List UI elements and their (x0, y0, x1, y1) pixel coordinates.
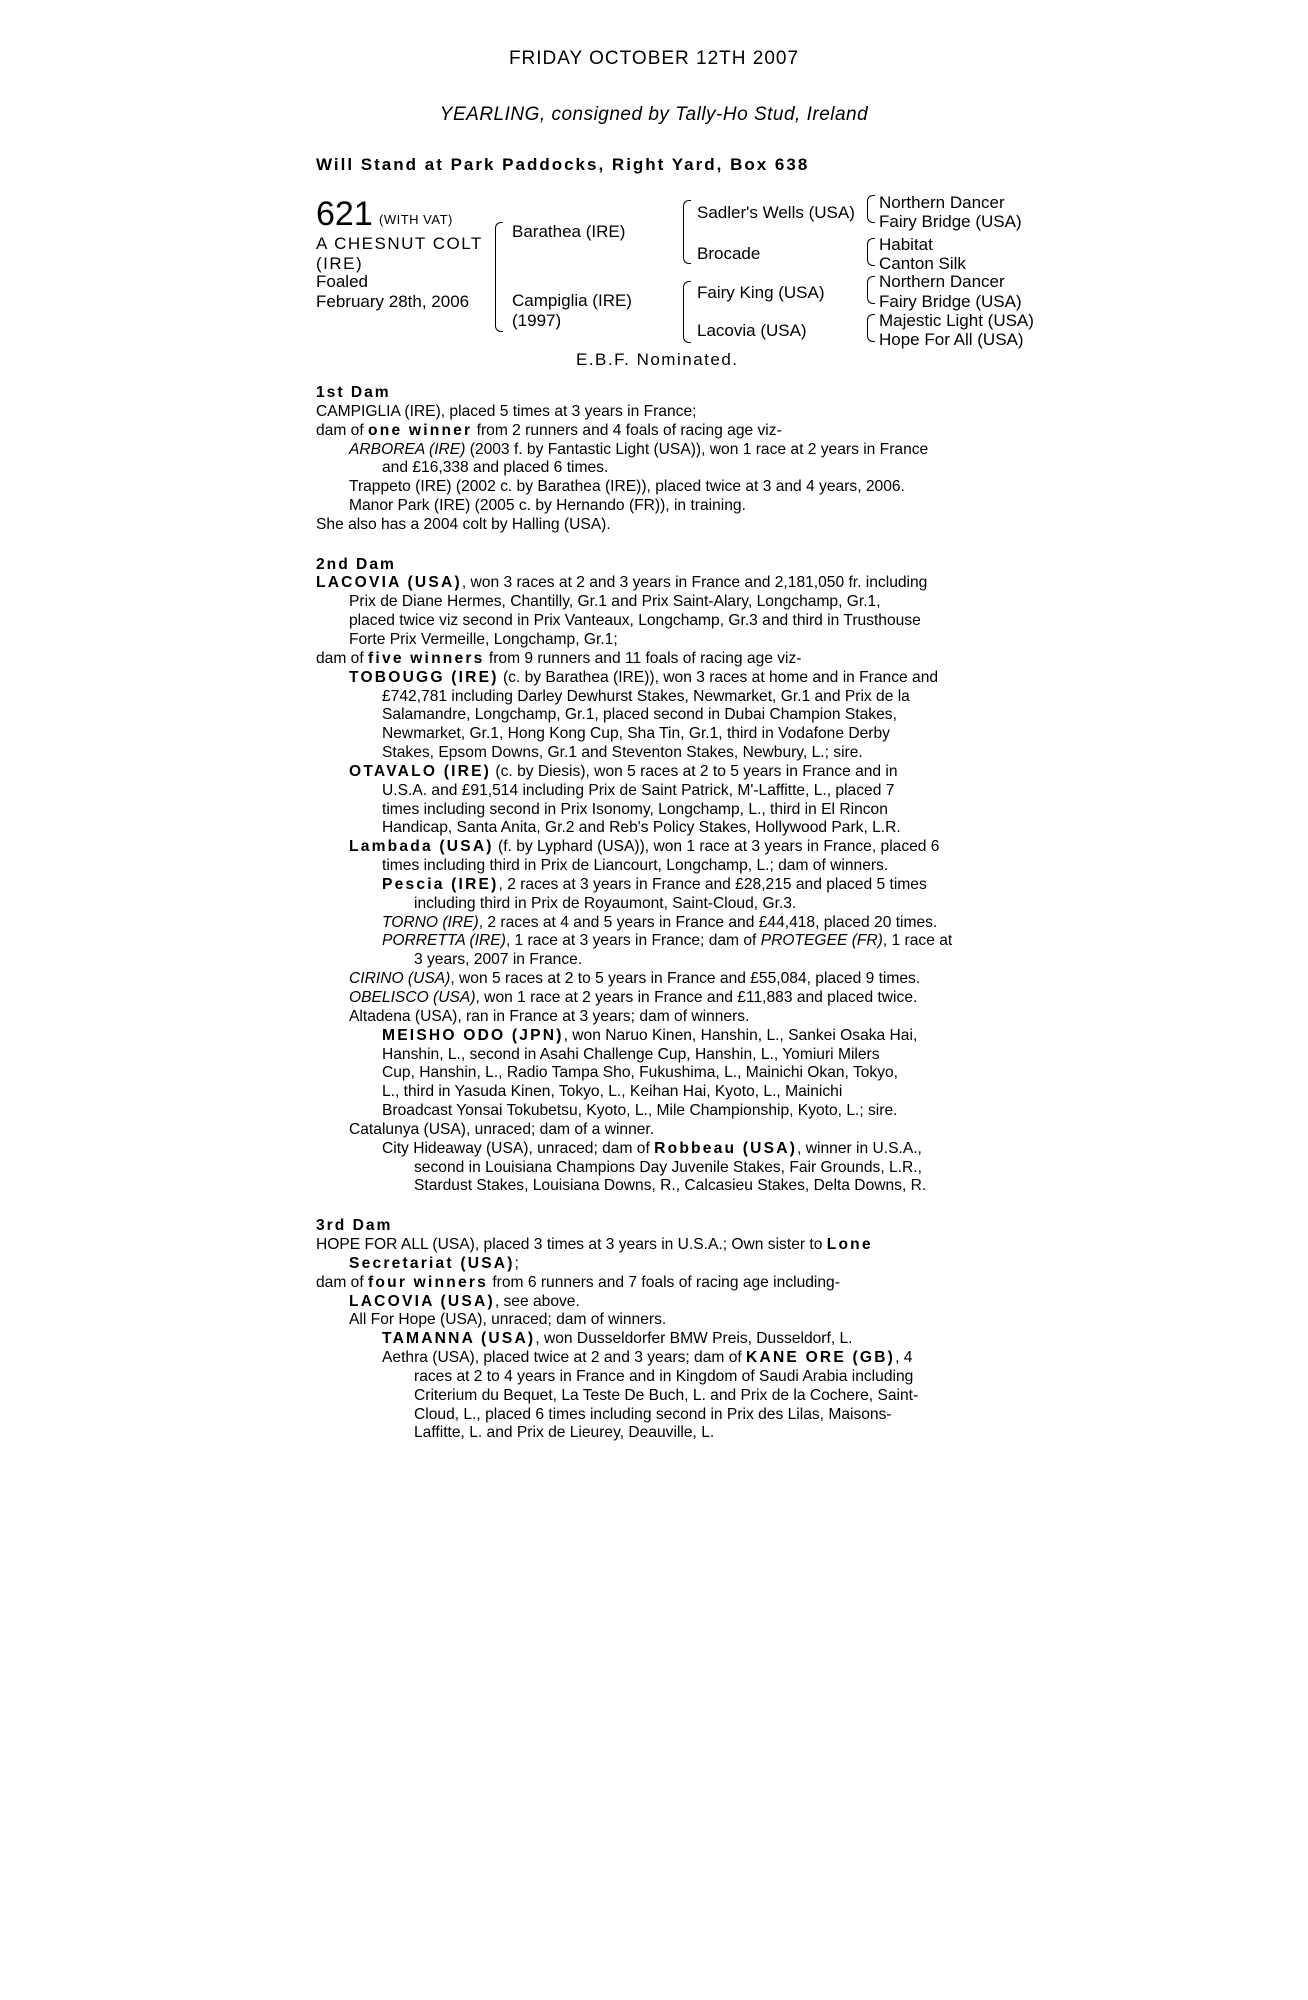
produce-tamanna: TAMANNA (USA), won Dusseldorfer BMW Preis, Dusseldorf, L. (382, 1330, 853, 1348)
pedigree-brace-g3-2 (867, 238, 875, 266)
produce-obelisco: OBELISCO (USA), won 1 race at 2 years in France and £11,883 and placed twice. (349, 989, 918, 1006)
pedigree-brace-g3-3 (867, 276, 875, 304)
aethra-cont-2: Criterium du Bequet, La Teste De Buch, L. and Prix de la Cochere, Saint- (414, 1386, 919, 1404)
ggp-7: Majestic Light (USA) (879, 311, 1034, 330)
sire-sire: Sadler's Wells (USA) (697, 203, 855, 222)
pescia-cont: including third in Prix de Royaumont, Saint-Cloud, Gr.3. (414, 894, 797, 912)
produce-manor-park: Manor Park (IRE) (2005 c. by Hernando (FR)), in training. (349, 497, 746, 515)
otavalo-cont-2: times including second in Prix Isonomy, Longchamp, L., third in El Rincon (382, 800, 888, 818)
lot-number: 621 (316, 195, 373, 233)
produce-otavalo: OTAVALO (IRE) (c. by Diesis), won 5 races at 2 to 5 years in France and in (349, 762, 898, 780)
second-dam-summary: dam of five winners from 9 runners and 11 foals of racing age viz- (316, 649, 802, 667)
hope-for-all-cont: Secretariat (USA); (349, 1254, 520, 1272)
produce-cirino: CIRINO (USA), won 5 races at 2 to 5 years in France and £55,084, placed 9 times. (349, 970, 921, 988)
third-dam-summary: dam of four winners from 6 runners and 7 foals of racing age including- (316, 1273, 840, 1291)
lot-origin: (IRE) (316, 254, 364, 273)
produce-torno: TORNO (IRE), 2 races at 4 and 5 years in France and £44,418, placed 20 times. (382, 913, 938, 931)
sire-dam: Brocade (697, 244, 761, 263)
foaled-date: February 28th, 2006 (316, 292, 470, 311)
first-dam-heading: 1st Dam (316, 384, 391, 401)
ggp-6: Fairy Bridge (USA) (879, 292, 1022, 311)
first-dam-line: CAMPIGLIA (IRE), placed 5 times at 3 years in France; (316, 402, 697, 420)
produce-record (316, 384, 1002, 1443)
sale-date: FRIDAY OCTOBER 12TH 2007 (508, 48, 800, 69)
produce-trappeto: Trappeto (IRE) (2002 c. by Barathea (IRE)), placed twice at 3 and 4 years, 2006. (349, 478, 905, 496)
dam-year: (1997) (512, 311, 562, 330)
ggp-2: Fairy Bridge (USA) (879, 212, 1022, 231)
produce-arborea-cont: and £16,338 and placed 6 times. (382, 459, 609, 477)
pedigree-brace-1 (495, 222, 503, 332)
produce-altadena: Altadena (USA), ran in France at 3 years; dam of winners. (349, 1007, 750, 1025)
ggp-8: Hope For All (USA) (879, 330, 1024, 349)
produce-arborea: ARBOREA (IRE) (2003 f. by Fantastic Light (USA)), won 1 race at 2 years in France (349, 440, 929, 458)
dam-dam: Lacovia (USA) (697, 321, 807, 340)
pedigree-brace-dam (683, 281, 691, 343)
ggp-5: Northern Dancer (879, 272, 1005, 291)
produce-tobougg: TOBOUGG (IRE) (c. by Barathea (IRE)), won 3 races at home and in France and (349, 668, 939, 686)
stand-location: Will Stand at Park Paddocks, Right Yard, Box 638 (316, 155, 810, 174)
third-dam-heading: 3rd Dam (316, 1217, 393, 1235)
produce-meisho-odo: MEISHO ODO (JPN), won Naruo Kinen, Hanshin, L., Sankei Osaka Hai, (382, 1026, 918, 1044)
meisho-cont-3: L., third in Yasuda Kinen, Tokyo, L., Keihan Hai, Kyoto, L., Mainichi (382, 1083, 843, 1101)
lacovia-cont-1: Prix de Diane Hermes, Chantilly, Gr.1 and Prix Saint-Alary, Longchamp, Gr.1, (349, 593, 881, 611)
dam: Campiglia (IRE) (512, 291, 632, 310)
lot-description: A CHESNUT COLT (316, 234, 483, 253)
tobougg-cont-4: Stakes, Epsom Downs, Gr.1 and Steventon Stakes, Newbury, L.; sire. (382, 744, 863, 762)
pedigree-brace-sire (683, 200, 691, 264)
lacovia-cont-2: placed twice viz second in Prix Vanteaux, Longchamp, Gr.3 and third in Trusthouse (349, 612, 921, 630)
produce-lambada: Lambada (USA) (f. by Lyphard (USA)), won 1 race at 3 years in France, placed 6 (349, 838, 940, 856)
first-dam-summary: dam of one winner from 2 runners and 4 foals of racing age viz- (316, 421, 782, 439)
tobougg-cont-2: Salamandre, Longchamp, Gr.1, placed second in Dubai Champion Stakes, (382, 706, 897, 724)
dam-sire: Fairy King (USA) (697, 283, 825, 302)
ebf-nominated: E.B.F. Nominated. (576, 350, 739, 369)
pedigree-brace-g3-1 (867, 195, 875, 223)
produce-lacovia: LACOVIA (USA), see above. (349, 1292, 580, 1310)
produce-pescia: Pescia (IRE), 2 races at 3 years in France and £28,215 and placed 5 times (382, 875, 927, 893)
aethra-cont-1: races at 2 to 4 years in France and in Kingdom of Saudi Arabia including (414, 1367, 914, 1385)
consignor-line: YEARLING, consigned by Tally-Ho Stud, Ireland (439, 104, 869, 125)
tobougg-cont-3: Newmarket, Gr.1, Hong Kong Cup, Sha Tin, Gr.1, third in Vodafone Derby (382, 725, 890, 743)
city-cont-2: Stardust Stakes, Louisiana Downs, R., Calcasieu Stakes, Delta Downs, R. (414, 1177, 927, 1195)
meisho-cont-4: Broadcast Yonsai Tokubetsu, Kyoto, L., Mile Championship, Kyoto, L.; sire. (382, 1102, 898, 1120)
city-cont-1: second in Louisiana Champions Day Juvenile Stakes, Fair Grounds, L.R., (414, 1158, 922, 1176)
produce-all-for-hope: All For Hope (USA), unraced; dam of winners. (349, 1311, 667, 1329)
hope-for-all-line: HOPE FOR ALL (USA), placed 3 times at 3 years in U.S.A.; Own sister to Lone (316, 1235, 873, 1253)
meisho-cont-2: Cup, Hanshin, L., Radio Tampa Sho, Fukushima, L., Mainichi Okan, Tokyo, (382, 1064, 899, 1082)
lacovia-cont-3: Forte Prix Vermeille, Longchamp, Gr.1; (349, 630, 618, 648)
lambada-cont: times including third in Prix de Liancourt, Longchamp, L.; dam of winners. (382, 857, 889, 875)
ggp-4: Canton Silk (879, 254, 966, 273)
otavalo-cont-1: U.S.A. and £91,514 including Prix de Saint Patrick, M'-Laffitte, L., placed 7 (382, 781, 895, 799)
first-dam-note: She also has a 2004 colt by Halling (USA). (316, 515, 611, 533)
foaled-label: Foaled (316, 272, 368, 291)
porretta-cont: 3 years, 2007 in France. (414, 951, 583, 969)
aethra-cont-4: Laffitte, L. and Prix de Lieurey, Deauville, L. (414, 1424, 715, 1442)
tobougg-cont-1: £742,781 including Darley Dewhurst Stakes, Newmarket, Gr.1 and Prix de la (382, 687, 910, 705)
produce-city-hideaway: City Hideaway (USA), unraced; dam of Robbeau (USA), winner in U.S.A., (382, 1139, 922, 1157)
otavalo-cont-3: Handicap, Santa Anita, Gr.2 and Reb's Policy Stakes, Hollywood Park, L.R. (382, 819, 901, 837)
aethra-cont-3: Cloud, L., placed 6 times including second in Prix des Lilas, Maisons- (414, 1405, 892, 1423)
vat-note: (WITH VAT) (379, 212, 453, 227)
ggp-1: Northern Dancer (879, 193, 1005, 212)
meisho-cont-1: Hanshin, L., second in Asahi Challenge Cup, Hanshin, L., Yomiuri Milers (382, 1045, 880, 1063)
produce-catalunya: Catalunya (USA), unraced; dam of a winner. (349, 1120, 655, 1138)
second-dam-heading: 2nd Dam (316, 555, 396, 573)
produce-porretta: PORRETTA (IRE), 1 race at 3 years in France; dam of PROTEGEE (FR), 1 race at (382, 932, 953, 950)
sire: Barathea (IRE) (512, 222, 626, 241)
lacovia-line: LACOVIA (USA), won 3 races at 2 and 3 years in France and 2,181,050 fr. including (316, 574, 928, 592)
pedigree-brace-g3-4 (867, 314, 875, 342)
ggp-3: Habitat (879, 235, 933, 254)
produce-aethra: Aethra (USA), placed twice at 2 and 3 years; dam of KANE ORE (GB), 4 (382, 1349, 913, 1367)
